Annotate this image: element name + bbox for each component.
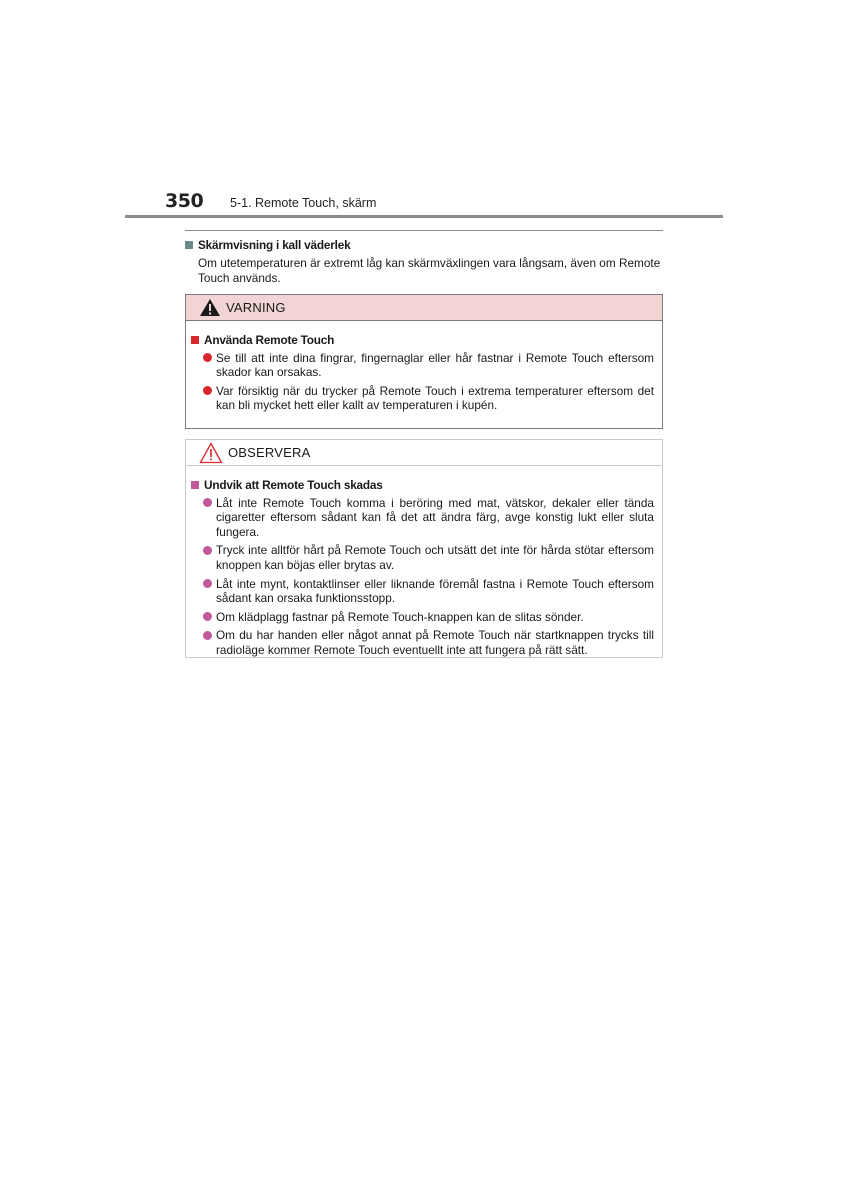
bullet-dot-icon — [203, 612, 212, 621]
notice-body — [186, 466, 662, 658]
notice-header — [186, 440, 662, 466]
section-title: 5-1. Remote Touch, skärm — [230, 196, 377, 210]
header-divider — [125, 215, 723, 218]
warning-triangle-icon — [199, 298, 221, 317]
list-item — [203, 577, 654, 606]
list-item-text: Se till att inte dina fingrar, fingernaglar eller hår fastnar i Remote Touch eftersom skador kan orsakas. — [216, 350, 654, 380]
bullet-dot-icon — [203, 386, 212, 395]
warning-box — [185, 294, 663, 429]
square-bullet-icon — [191, 481, 199, 489]
list-item-text: Låt inte Remote Touch komma i beröring med mat, vätskor, dekaler eller tända cigaretter eftersom sådant kan få det att ändra färg, avge konstig lukt eller sluta fungera. — [216, 495, 654, 539]
list-item — [203, 628, 654, 657]
intro-text: Om utetemperaturen är extremt låg kan skärmväxlingen vara långsam, även om Remote Touch används. — [198, 256, 661, 285]
notice-title: OBSERVERA — [228, 445, 311, 460]
bullet-dot-icon — [203, 353, 212, 362]
square-bullet-icon — [185, 241, 193, 249]
bullet-dot-icon — [203, 546, 212, 555]
list-item-text: Tryck inte alltför hårt på Remote Touch och utsätt det inte för hårda stötar eftersom knoppen kan böjas eller brytas av. — [216, 543, 654, 572]
bullet-dot-icon — [203, 498, 212, 507]
notice-box — [185, 439, 663, 658]
intro-heading-row — [185, 238, 663, 253]
list-item-text: Om klädplagg fastnar på Remote Touch-knappen kan de slitas sönder. — [216, 609, 584, 624]
notice-heading: Undvik att Remote Touch skadas — [204, 478, 383, 492]
notice-heading-row — [191, 478, 654, 493]
warning-title: VARNING — [226, 300, 286, 315]
warning-body — [186, 321, 662, 413]
list-item — [203, 351, 654, 380]
intro-heading: Skärmvisning i kall väderlek — [198, 238, 351, 252]
list-item — [203, 496, 654, 540]
list-item-text: Om du har handen eller något annat på Remote Touch när startknappen trycks till radioläge kommer Remote Touch eventuellt inte att fungera på rätt sätt. — [216, 628, 654, 657]
warning-heading: Använda Remote Touch — [204, 333, 335, 347]
list-item-text: Var försiktig när du trycker på Remote Touch i extrema temperaturer eftersom det kan bli mycket hett eller kallt av temperaturen i kupén. — [216, 383, 654, 413]
intro-section — [185, 238, 663, 286]
list-item — [203, 543, 654, 572]
page-number: 350 — [165, 190, 204, 212]
warning-heading-row — [191, 333, 654, 348]
list-item — [203, 610, 654, 625]
list-item — [203, 384, 654, 413]
caution-triangle-icon — [199, 442, 223, 464]
bullet-dot-icon — [203, 631, 212, 640]
content-divider — [185, 230, 663, 231]
square-bullet-icon — [191, 336, 199, 344]
bullet-dot-icon — [203, 579, 212, 588]
list-item-text: Låt inte mynt, kontaktlinser eller liknande föremål fastna i Remote Touch eftersom sådant kan orsaka funktionsstopp. — [216, 576, 654, 606]
warning-header — [186, 295, 662, 321]
